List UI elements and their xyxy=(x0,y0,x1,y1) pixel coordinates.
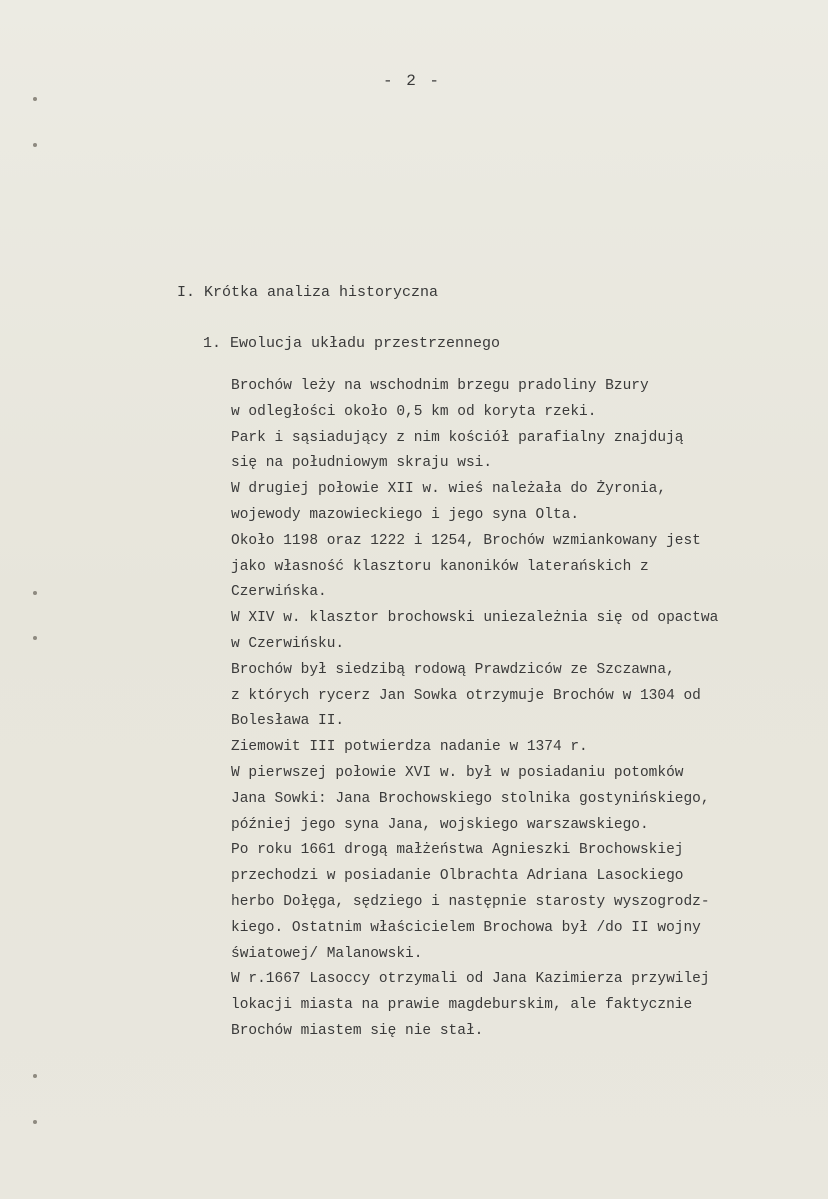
punch-hole-mark xyxy=(33,1074,37,1078)
text-line: Jana Sowki: Jana Brochowskiego stolnika gostynińskiego, xyxy=(231,790,710,807)
text-line: W r.1667 Lasoccy otrzymali od Jana Kazimierza przywilej xyxy=(231,971,710,988)
text-line: Po roku 1661 drogą małżeństwa Agnieszki Brochowskiej xyxy=(231,842,684,859)
text-line: się na południowym skraju wsi. xyxy=(231,455,493,472)
text-line: z których rycerz Jan Sowka otrzymuje Brochów w 1304 od xyxy=(231,687,701,704)
punch-hole-mark xyxy=(33,143,37,147)
text-line: Około 1198 oraz 1222 i 1254, Brochów wzmiankowany jest xyxy=(231,532,701,549)
body-text xyxy=(231,374,821,1045)
punch-hole-mark xyxy=(33,1120,37,1124)
text-line: Ziemowit III potwierdza nadanie w 1374 r. xyxy=(231,739,588,756)
text-line: Brochów miastem się nie stał. xyxy=(231,1022,484,1039)
punch-hole-mark xyxy=(33,636,37,640)
page-number: - 2 - xyxy=(383,72,442,90)
text-line: herbo Dołęga, sędziego i następnie starosty wyszogrodz- xyxy=(231,893,710,910)
text-line: światowej/ Malanowski. xyxy=(231,945,423,962)
text-line: wojewody mazowieckiego i jego syna Olta. xyxy=(231,506,580,523)
text-line: w Czerwińsku. xyxy=(231,635,345,652)
punch-hole-mark xyxy=(33,97,37,101)
text-line: później jego syna Jana, wojskiego warszawskiego. xyxy=(231,816,649,833)
text-line: Brochów leży na wschodnim brzegu pradoliny Bzury xyxy=(231,378,649,394)
text-line: w odległości około 0,5 km od koryta rzeki. xyxy=(231,403,597,420)
text-line: W XIV w. klasztor brochowski uniezależnia się od opactwa xyxy=(231,610,719,627)
text-line: Bolesława II. xyxy=(231,713,345,730)
text-line: Czerwińska. xyxy=(231,584,327,601)
text-line: Park i sąsiadujący z nim kościół parafialny znajdują xyxy=(231,429,684,446)
subsection-title: 1. Ewolucja układu przestrzennego xyxy=(203,335,501,352)
punch-hole-mark xyxy=(33,591,37,595)
text-line: Brochów był siedzibą rodową Prawdziców ze Szczawna, xyxy=(231,661,675,678)
text-line: kiego. Ostatnim właścicielem Brochowa był /do II wojny xyxy=(231,919,701,936)
text-line: jako własność klasztoru kanoników laterańskich z xyxy=(231,558,649,575)
text-line: lokacji miasta na prawie magdeburskim, ale faktycznie xyxy=(231,997,693,1014)
section-title: I. Krótka analiza historyczna xyxy=(177,284,439,301)
text-line: W drugiej połowie XII w. wieś należała do Żyronia, xyxy=(231,481,667,498)
text-line: przechodzi w posiadanie Olbrachta Adriana Lasockiego xyxy=(231,868,684,885)
text-line: W pierwszej połowie XVI w. był w posiadaniu potomków xyxy=(231,764,684,781)
